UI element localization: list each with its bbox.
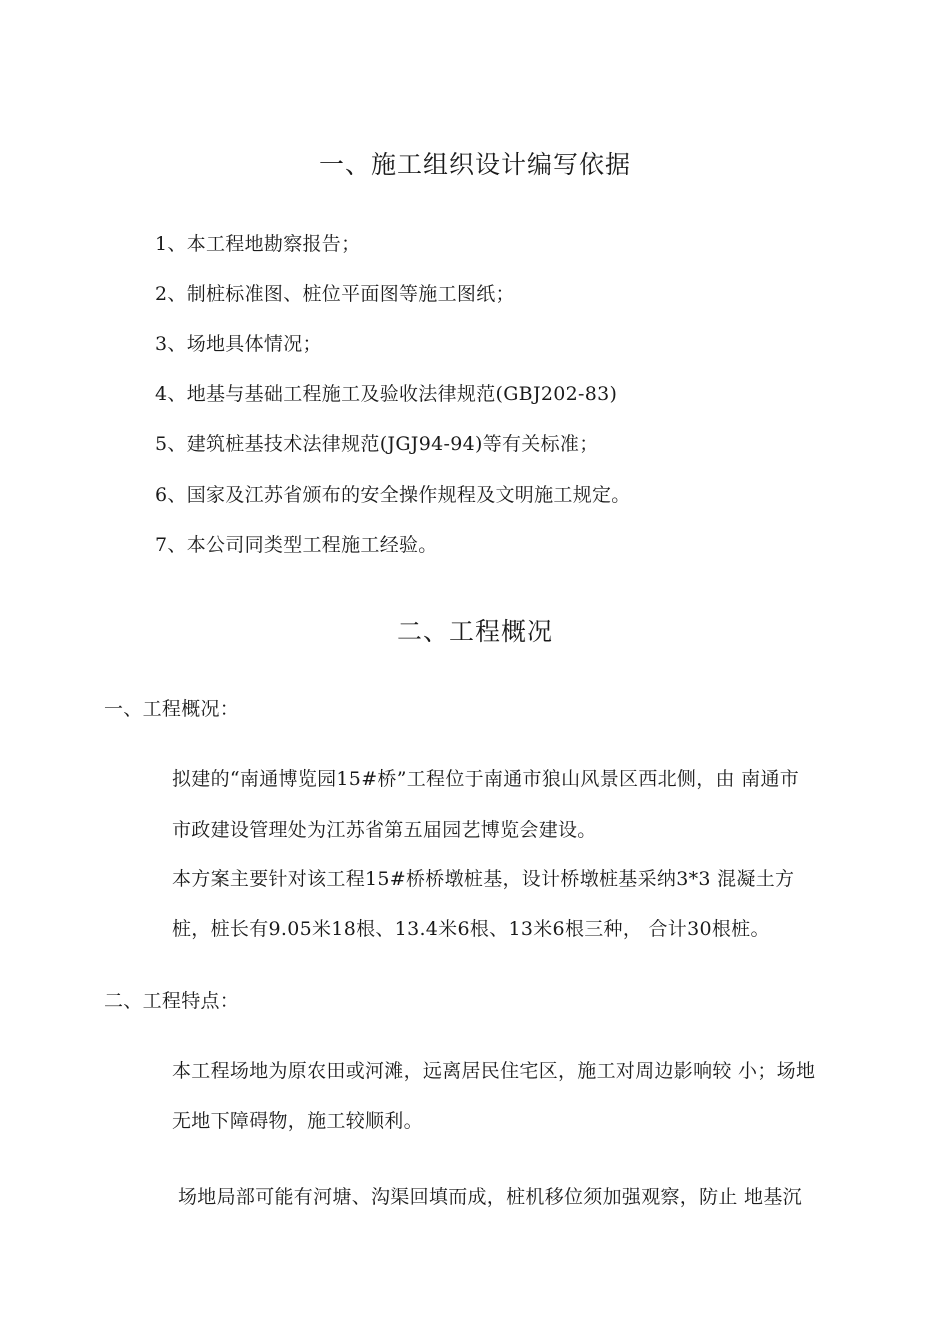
overview-line-2: 市政建设管理处为江苏省第五届园艺博览会建设。 [172, 819, 597, 841]
features-line-1: 本工程场地为原农田或河滩，远离居民住宅区，施工对周边影响较 小；场地 [172, 1060, 816, 1082]
overview-line-4: 桩，桩长有9.05米18根、13.4米6根、13米6根三种， 合计30根桩。 [172, 918, 770, 940]
section-2-title: 二、工程概况 [396, 617, 553, 646]
basis-item-6: 6、国家及江苏省颁布的安全操作规程及文明施工规定。 [155, 484, 631, 506]
basis-item-2: 2、制桩标准图、桩位平面图等施工图纸； [155, 283, 515, 305]
features-subheading: 二、工程特点： [104, 990, 240, 1012]
basis-item-1: 1、本工程地勘察报告； [155, 233, 361, 255]
features-line-3: 场地局部可能有河塘、沟渠回填而成，桩机移位须加强观察，防止 地基沉 [178, 1186, 802, 1208]
overview-line-1: 拟建的“南通博览园15#桥”工程位于南通市狼山风景区西北侧，由 南通市 [172, 768, 800, 790]
basis-item-4: 4、地基与基础工程施工及验收法律规范(GBJ202-83) [155, 383, 618, 405]
features-line-2: 无地下障碍物，施工较顺利。 [172, 1110, 423, 1132]
section-1-title: 一、施工组织设计编写依据 [318, 150, 631, 179]
basis-item-5: 5、建筑桩基技术法律规范(JGJ94-94)等有关标准； [155, 433, 599, 455]
basis-item-3: 3、场地具体情况； [155, 333, 322, 355]
overview-line-3: 本方案主要针对该工程15#桥桥墩桩基，设计桥墩桩基采纳3*3 混凝土方 [172, 868, 795, 890]
overview-subheading: 一、工程概况： [104, 698, 240, 720]
basis-item-7: 7、本公司同类型工程施工经验。 [155, 534, 438, 556]
